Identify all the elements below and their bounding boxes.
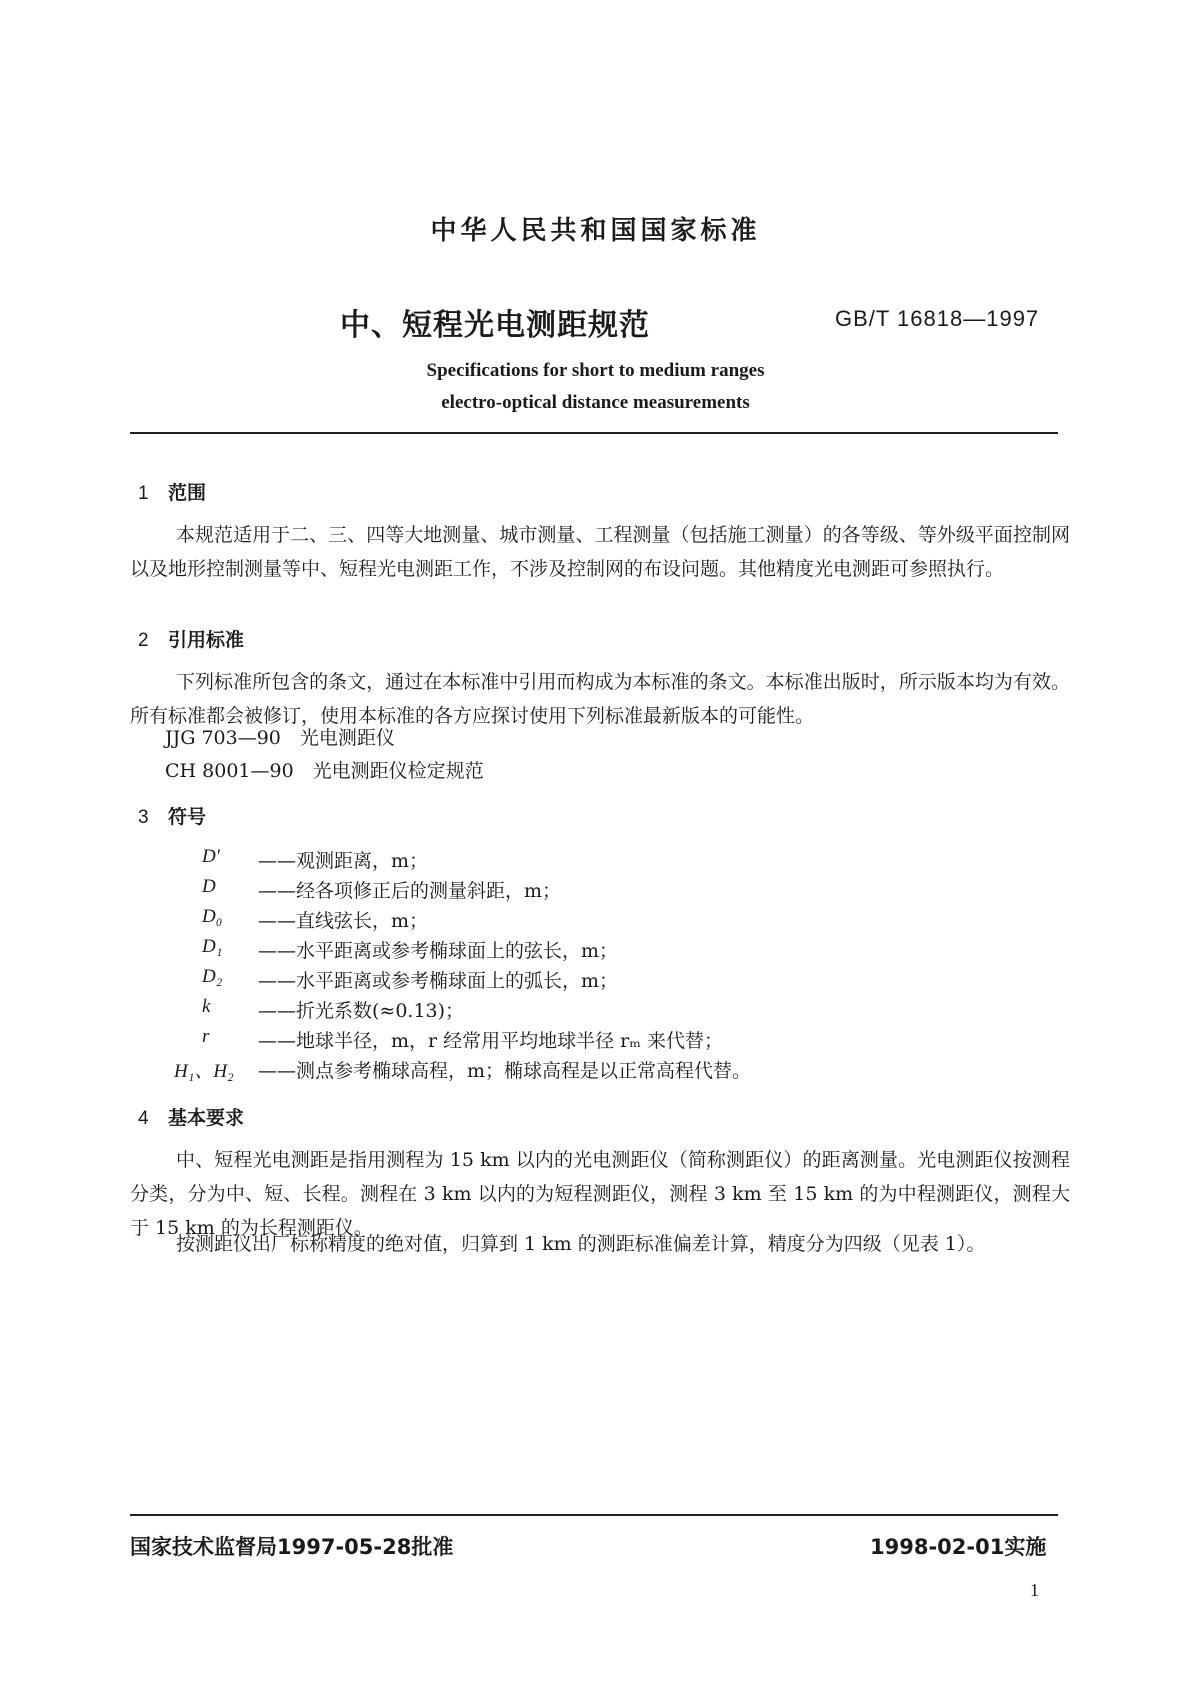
symbol-term: k — [202, 996, 211, 1017]
symbol-definition: ——水平距离或参考椭球面上的弧长，m； — [258, 970, 619, 992]
reference-standard-1: JJG 703—90 光电测距仪 — [165, 727, 395, 749]
symbol-definition: ——地球半径，m，r 经常用平均地球半径 rₘ 来代替； — [258, 1030, 723, 1052]
section-1-heading — [138, 478, 206, 505]
symbol-row — [202, 906, 1062, 936]
symbol-definition: ——经各项修正后的测量斜距，m； — [258, 880, 562, 902]
symbol-row — [202, 936, 1062, 966]
symbol-row — [174, 1056, 1054, 1086]
symbol-term: D — [202, 876, 216, 897]
section-title: 引用标准 — [168, 629, 245, 651]
symbol-term: D′ — [202, 846, 220, 867]
footer-divider — [130, 1514, 1058, 1516]
symbol-row — [202, 966, 1062, 996]
header-divider — [130, 432, 1058, 434]
section-3-heading — [138, 802, 206, 829]
symbol-row — [202, 1026, 1062, 1056]
symbol-term: H₁、H₂ — [174, 1061, 234, 1082]
document-title: 中、短程光电测距规范 — [340, 308, 650, 343]
section-number: 2 — [138, 630, 149, 651]
symbol-term: D₀ — [202, 906, 223, 927]
english-title-line-1: Specifications for short to medium ranges — [426, 360, 765, 381]
standard-type-heading: 中华人民共和国国家标准 — [430, 216, 761, 246]
symbol-row — [202, 846, 1062, 876]
section-4-heading — [138, 1103, 244, 1130]
approval-statement: 国家技术监督局1997-05-28批准 — [130, 1535, 454, 1559]
symbol-definition: ——水平距离或参考椭球面上的弦长，m； — [258, 940, 619, 962]
english-title-line-2: electro-optical distance measurements — [441, 392, 750, 413]
symbol-term: D₁ — [202, 936, 223, 957]
standard-code: GB/T 16818—1997 — [835, 306, 1040, 331]
page-number: 1 — [1030, 1580, 1039, 1600]
symbol-term: r — [202, 1026, 210, 1047]
symbol-definition: ——测点参考椭球高程，m；椭球高程是以正常高程代替。 — [258, 1060, 752, 1082]
implementation-date: 1998-02-01实施 — [870, 1535, 1047, 1559]
section-number: 3 — [138, 807, 149, 828]
symbol-definition: ——折光系数(≈0.13)； — [258, 1000, 465, 1022]
symbol-row — [202, 996, 1062, 1026]
section-number: 4 — [138, 1108, 149, 1129]
section-2-heading — [138, 625, 244, 652]
section-2-paragraph: 下列标准所包含的条文，通过在本标准中引用而构成为本标准的条文。本标准出版时，所示版本均为有效。所有标准都会被修订，使用本标准的各方应探讨使用下列标准最新版本的可能性。 — [130, 671, 1070, 727]
symbol-definition: ——观测距离，m； — [258, 850, 429, 872]
symbol-row — [202, 876, 1062, 906]
section-4-paragraph-2: 按测距仪出厂标称精度的绝对值，归算到 1 km 的测距标准偏差计算，精度分为四级（见表 1）。 — [176, 1233, 986, 1255]
section-title: 基本要求 — [168, 1107, 245, 1129]
section-title: 符号 — [168, 806, 207, 828]
section-4-paragraph-1: 中、短程光电测距是指用测程为 15 km 以内的光电测距仪（简称测距仪）的距离测量。光电测距仪按测程分类，分为中、短、长程。测程在 3 km 以内的为短程测距仪，测程 3 km 至 15 km 的为中程测距仪，测程大于 15 km 的为长程测距仪。 — [130, 1149, 1070, 1239]
section-1-paragraph: 本规范适用于二、三、四等大地测量、城市测量、工程测量（包括施工测量）的各等级、等外级平面控制网以及地形控制测量等中、短程光电测距工作，不涉及控制网的布设问题。其他精度光电测距可参照执行。 — [130, 524, 1070, 580]
section-title: 范围 — [168, 482, 207, 504]
reference-standard-2: CH 8001—90 光电测距仪检定规范 — [165, 760, 484, 782]
section-number: 1 — [138, 483, 149, 504]
symbol-definition: ——直线弦长，m； — [258, 910, 429, 932]
symbol-term: D₂ — [202, 966, 223, 987]
